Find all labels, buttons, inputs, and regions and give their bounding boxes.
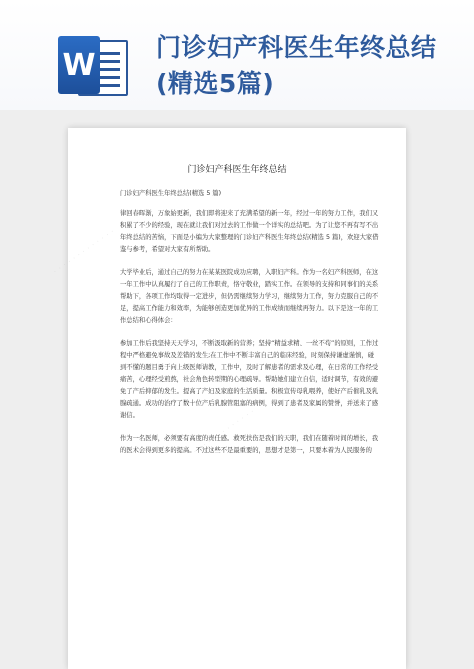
document-subtitle: 门诊妇产科医生年终总结(精选 5 篇) (120, 190, 222, 197)
word-logo-badge: W (58, 36, 100, 94)
document-body (120, 188, 380, 468)
paragraph-background: 大学毕业后，通过自己的努力在某某医院成功应聘，入职妇产科。作为一名妇产科医师，在这一年工作中认真履行了自己的工作职责，恪守敬业，踏实工作。在领导的支持和同事们的关系帮助下，各项工作均取得一定进步，但仍需继续努力学习，继续努力工作，努力克服自己的不足，提高工作能力和效率，为能够创造更加优异的工作成绩而继续再努力。以下是这一年的工作总结和心得体会： (120, 269, 379, 324)
paragraph-study: 参加工作后我坚持天天学习，不断汲取新的营养；坚持“精益求精、一丝不苟”的原则，工作过程中严格避免事故及差错的发生;在工作中不断丰富自己的临床经验，时刻保持谦虚谨慎，碰到不懂的题目勇于向上级医师请教，工作中，及时了解患者的需求及心理，在日常的工作经受痛苦，心理经受煎熬，社会角色转型期的心理疏导。帮助她们建立自信，适时调节，有效的避免了产后抑郁的发生。提高了产妇及家庭的生活质量。积极宣传母乳喂养，使好产后催乳及乳腺疏通。成功的治疗了数十位产后乳腺管阻塞的病例，得到了患者及家属的赞誉，并送来了感谢信。 (120, 340, 379, 419)
page-headline: 门诊妇产科医生年终总结(精选5篇) (156, 33, 437, 98)
watermark: · · · · · · · · · · · · · (52, 227, 117, 276)
document-page-preview (52, 128, 406, 669)
paragraph-intro: 律回春晖渐，万象始更新，我们即将迎来了充满希望的新一年，经过一年的努力工作，我们又积累了不少的经验，现在就让我们对过去的工作做一个详实的总结吧。为了让您不再有写不出年终总结的苦恼，下面是小编为大家整理的门诊妇产科医生年终总结(精选 5 篇)，欢迎大家借鉴与参考，希望对大家有所帮助。 (120, 210, 379, 253)
title-banner (0, 0, 474, 110)
watermark: · · · · · · · · · · · · · (192, 407, 257, 456)
document-title: 门诊妇产科医生年终总结 (187, 165, 287, 175)
word-document-icon (58, 36, 130, 94)
paragraph-responsibility: 作为一名医师，必须要有高度的责任感。救死扶伤是我们的天职，我们在随着时间的增长，我的医术会得到更多的提高。不过这些不是最重要的，思想才是第一，只要本着为人民服务的 (120, 435, 379, 454)
